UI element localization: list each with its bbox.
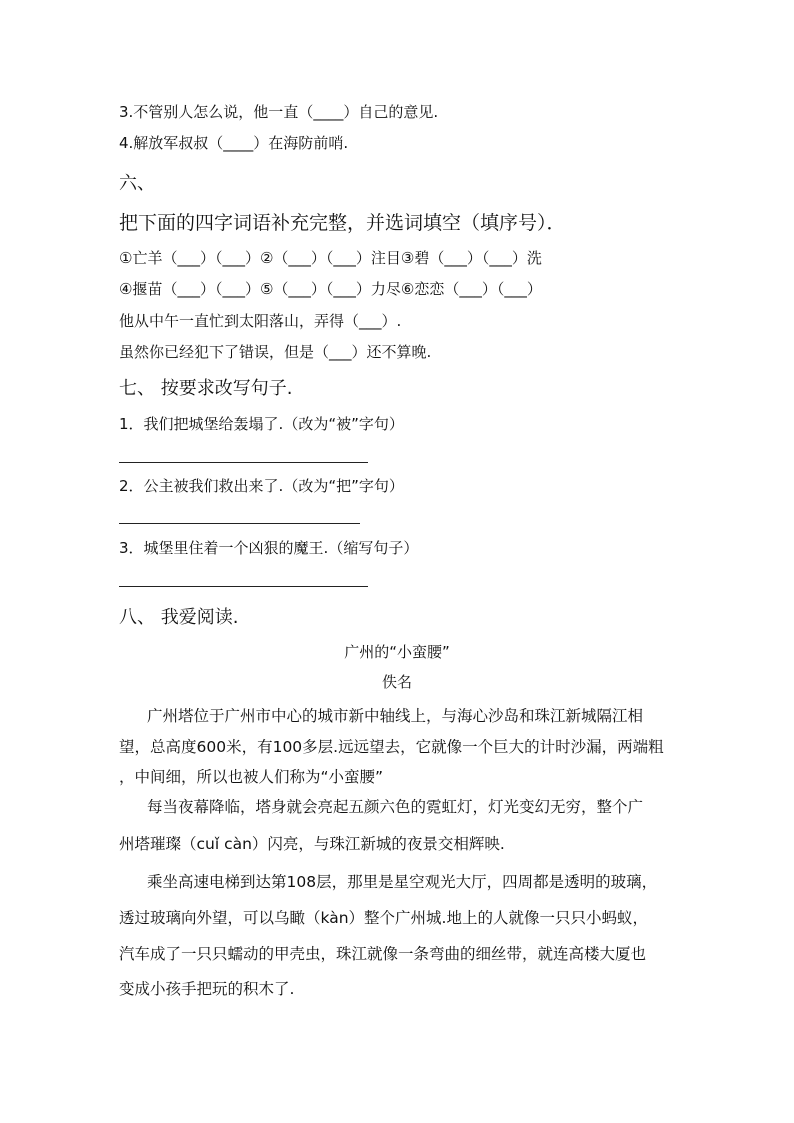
p2-line-1: 每当夜幕降临，塔身就会亮起五颜六色的霓虹灯，灯光变幻无穷，整个广 [147,798,644,816]
answer-line-2[interactable] [119,523,360,524]
p1-line-3: ，中间细，所以也被人们称为“小蛮腰” [119,768,384,786]
rewrite-item-2: 2．公主被我们救出来了.（改为“把”字句） [119,477,404,495]
p3-line-3: 汽车成了一只只蠕动的甲壳虫，珠江就像一条弯曲的细丝带，就连高楼大厦也 [119,945,647,963]
answer-line-3[interactable] [119,586,368,587]
section-8-heading: 八、 我爱阅读. [119,607,239,628]
article-author: 佚名 [381,673,412,691]
question-3: 3.不管别人怎么说，他一直（____）自己的意见. [119,103,439,121]
fill-sentence-2: 虽然你已经犯下了错误，但是（___）还不算晚. [119,343,432,361]
p3-line-1: 乘坐高速电梯到达第108层，那里是星空观光大厅，四周都是透明的玻璃， [147,873,658,891]
question-4: 4.解放军叔叔（____）在海防前哨. [119,134,349,152]
section-6-number: 六、 [119,173,155,194]
article-title: 广州的“小蛮腰” [344,643,450,661]
idiom-row-1: ①亡羊（___）（___）②（___）（___）注目③碧（___）（___）洗 [119,249,542,267]
p3-line-4: 变成小孩手把玩的积木了. [119,980,295,998]
p1-line-2: 望，总高度600米，有100多层.远远望去，它就像一个巨大的计时沙漏，两端粗 [119,738,664,756]
section-7-heading: 七、 按要求改写句子. [119,378,293,399]
section-6-instruction: 把下面的四字词语补充完整，并选词填空（填序号）． [119,212,566,234]
fill-sentence-1: 他从中午一直忙到太阳落山，弄得（___）. [119,312,402,330]
p3-line-2: 透过玻璃向外望，可以乌瞰（kàn）整个广州城.地上的人就像一只只小蚂蚁， [119,909,648,927]
p1-line-1: 广州塔位于广州市中心的城市新中轴线上，与海心沙岛和珠江新城隔江相 [147,707,644,725]
p2-line-2: 州塔璀璨（cuǐ càn）闪亮，与珠江新城的夜景交相辉映. [119,835,505,853]
idiom-row-2: ④揠苗（___）（___）⑤（___）（___）力尽⑥恋恋（___）（___） [119,280,542,298]
answer-line-1[interactable] [119,462,368,463]
rewrite-item-1: 1．我们把城堡给轰塌了.（改为“被”字句） [119,415,404,433]
rewrite-item-3: 3．城堡里住着一个凶狠的魔王.（缩写句子） [119,539,419,557]
